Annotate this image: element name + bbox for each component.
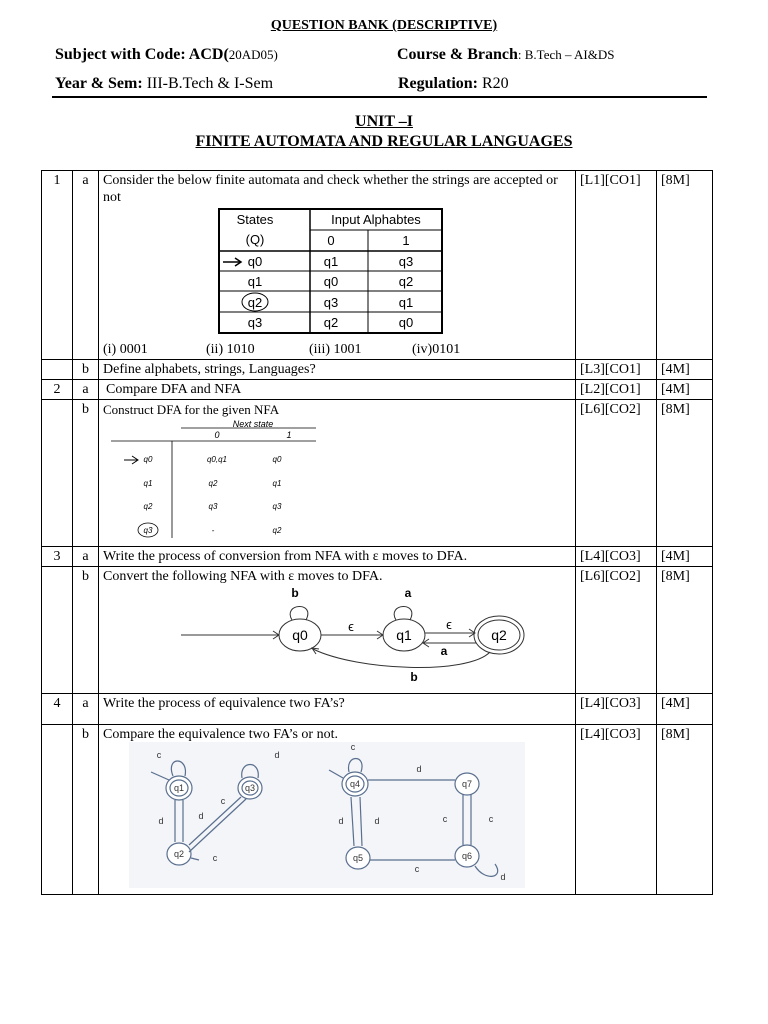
- marks: [8M]: [657, 400, 713, 547]
- edge-label: d: [158, 816, 164, 826]
- level-co: [L2][CO1]: [576, 380, 657, 400]
- tbl-state: q3: [247, 315, 263, 330]
- nfa-table-figure: [111, 420, 331, 540]
- tbl2-cell: q1: [272, 479, 282, 488]
- level-co: [L1][CO1]: [576, 171, 657, 360]
- question-part: b: [73, 725, 99, 895]
- tbl-cell: q2: [398, 274, 414, 289]
- string-option: (ii) 1010: [206, 342, 255, 357]
- question-text: Define alphabets, strings, Languages?: [99, 360, 576, 380]
- subject-code: 20AD05): [228, 47, 278, 62]
- course-label: Course & Branch: [397, 46, 518, 63]
- level-co: [L3][CO1]: [576, 360, 657, 380]
- table-row: [42, 725, 713, 895]
- table-row: [42, 694, 713, 725]
- question-cell: [99, 725, 576, 895]
- edge-label: c: [220, 796, 226, 806]
- question-text: Write the process of equivalence two FA’s?: [99, 694, 576, 725]
- edge-label: d: [338, 816, 344, 826]
- transition-table-figure: [218, 208, 458, 338]
- edge-label: d: [198, 811, 204, 821]
- question-table: [41, 170, 713, 895]
- tbl2-cell: q2: [272, 526, 282, 535]
- question-number: 2: [42, 380, 73, 400]
- question-text: Construct DFA for the given NFA: [103, 402, 280, 417]
- course-value: : B.Tech – AI&DS: [517, 47, 615, 62]
- tbl-cell: q0: [323, 274, 339, 289]
- edge-label: d: [374, 816, 380, 826]
- state-label: q4: [349, 779, 361, 789]
- state-label: q7: [461, 779, 473, 789]
- level-co: [L4][CO3]: [576, 725, 657, 895]
- edge-label: d: [500, 872, 506, 882]
- tbl2-cell: q0: [272, 455, 282, 464]
- unit-name: FINITE AUTOMATA AND REGULAR LANGUAGES: [195, 133, 573, 150]
- tbl2-state: q0: [143, 455, 153, 464]
- question-text: Write the process of conversion from NFA with ε moves to DFA.: [99, 547, 576, 567]
- edge-label: ϵ: [348, 619, 354, 634]
- state-label: q0: [292, 627, 308, 643]
- tbl-cell: q3: [398, 254, 414, 269]
- subject-label: Subject with Code: ACD(: [55, 46, 229, 63]
- question-cell: [99, 171, 576, 360]
- marks: [8M]: [657, 171, 713, 360]
- tbl2-header-0: 0: [214, 430, 220, 440]
- tbl2-cell: q3: [272, 502, 282, 511]
- state-label: q2: [173, 849, 185, 859]
- year-label: Year & Sem:: [55, 75, 143, 92]
- fa-equivalence-diagram: [129, 742, 525, 888]
- marks: [8M]: [657, 567, 713, 694]
- state-label: q5: [352, 853, 364, 863]
- edge-label: b: [410, 670, 418, 684]
- tbl2-cell: -: [211, 526, 215, 535]
- tbl-cell: q3: [323, 295, 339, 310]
- edge-label: c: [442, 814, 448, 824]
- state-label: q1: [396, 627, 412, 643]
- question-part: b: [73, 400, 99, 547]
- next-state-header: Next state: [232, 419, 274, 429]
- table-row: [42, 380, 713, 400]
- year-line: [55, 75, 273, 93]
- regulation-value: R20: [478, 75, 509, 92]
- question-number: 4: [42, 694, 73, 725]
- course-line: [397, 46, 614, 64]
- edge-label: ϵ: [446, 617, 452, 632]
- tbl2-cell: q0,q1: [206, 455, 228, 464]
- tbl-state: q2: [247, 295, 263, 310]
- tbl2-cell: q2: [208, 479, 218, 488]
- state-label: q2: [491, 627, 507, 643]
- edge-label: c: [350, 742, 356, 752]
- marks: [4M]: [657, 547, 713, 567]
- question-part: a: [73, 547, 99, 567]
- question-part: b: [73, 567, 99, 694]
- tbl-header-input: Input Alphabtes: [331, 212, 421, 227]
- question-part: a: [73, 171, 99, 360]
- regulation-line: [398, 75, 509, 93]
- loop-label: b: [291, 586, 299, 600]
- edge-label: a: [440, 644, 448, 658]
- edge-label: d: [274, 750, 280, 760]
- string-option: (iii) 1001: [309, 342, 362, 357]
- tbl-cell: q1: [398, 295, 414, 310]
- tbl2-state: q1: [143, 479, 153, 488]
- state-label: q6: [461, 851, 473, 861]
- tbl2-header-1: 1: [286, 430, 292, 440]
- marks: [8M]: [657, 725, 713, 895]
- tbl-cell: q0: [398, 315, 414, 330]
- tbl-header-q: (Q): [245, 232, 265, 247]
- year-value: III-B.Tech & I-Sem: [142, 75, 274, 92]
- subject-line: [55, 46, 278, 64]
- question-number: 1: [42, 171, 73, 360]
- level-co: [L6][CO2]: [576, 400, 657, 547]
- state-label: q3: [244, 783, 256, 793]
- table-row: [42, 171, 713, 360]
- level-co: [L4][CO3]: [576, 547, 657, 567]
- unit-number: UNIT –I: [355, 113, 413, 130]
- table-row: [42, 567, 713, 694]
- tbl-state: q0: [247, 254, 263, 269]
- marks: [4M]: [657, 694, 713, 725]
- question-text: Convert the following NFA with ε moves to DFA.: [103, 569, 383, 584]
- question-text: Compare DFA and NFA: [99, 380, 576, 400]
- epsilon-nfa-diagram: [178, 585, 507, 687]
- level-co: [L4][CO3]: [576, 694, 657, 725]
- edge-label: c: [156, 750, 162, 760]
- marks: [4M]: [657, 380, 713, 400]
- tbl-header-1: 1: [402, 233, 410, 248]
- tbl2-state: q3: [143, 526, 153, 535]
- edge-label: c: [212, 853, 218, 863]
- tbl2-state: q2: [143, 502, 153, 511]
- question-number: 3: [42, 547, 73, 567]
- edge-label: c: [414, 864, 420, 874]
- edge-label: d: [416, 764, 422, 774]
- string-option: (i) 0001: [103, 342, 148, 357]
- question-part: a: [73, 694, 99, 725]
- tbl-state: q1: [247, 274, 263, 289]
- tbl-cell: q1: [323, 254, 339, 269]
- question-cell: [99, 567, 576, 694]
- string-options: [103, 341, 571, 358]
- table-row: [42, 400, 713, 547]
- question-text: Consider the below finite automata and check whether the strings are accepted or not: [103, 173, 558, 205]
- question-part: a: [73, 380, 99, 400]
- regulation-label: Regulation:: [398, 75, 478, 92]
- question-part: b: [73, 360, 99, 380]
- table-row: [42, 547, 713, 567]
- page-title: QUESTION BANK (DESCRIPTIVE): [270, 18, 498, 33]
- table-row: [42, 360, 713, 380]
- edge-label: c: [488, 814, 494, 824]
- tbl-header-0: 0: [327, 233, 335, 248]
- tbl-cell: q2: [323, 315, 339, 330]
- question-text: Compare the equivalence two FA’s or not.: [103, 727, 338, 742]
- tbl-header-states: States: [236, 212, 274, 227]
- header-divider: [52, 96, 707, 98]
- marks: [4M]: [657, 360, 713, 380]
- tbl2-cell: q3: [208, 502, 218, 511]
- level-co: [L6][CO2]: [576, 567, 657, 694]
- loop-label: a: [404, 586, 412, 600]
- state-label: q1: [173, 783, 185, 793]
- string-option: (iv)0101: [412, 342, 461, 357]
- question-cell: [99, 400, 576, 547]
